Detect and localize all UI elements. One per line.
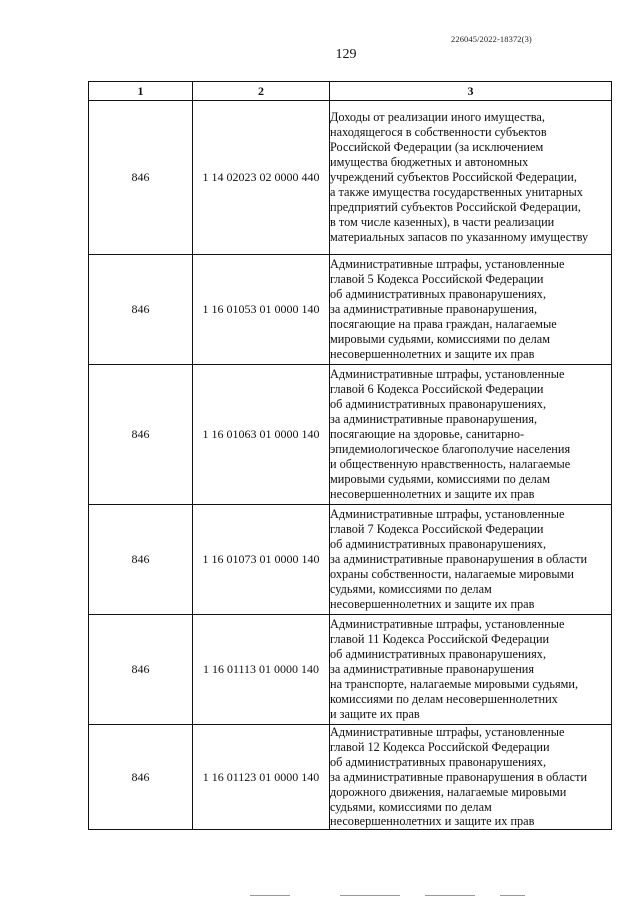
description-line: главой 5 Кодекса Российской Федерации xyxy=(330,272,544,287)
description-line: и защите их прав xyxy=(330,706,420,721)
administrator-code-cell: 846 xyxy=(89,365,193,505)
column-header-3: 3 xyxy=(330,82,612,101)
description-line: об административных правонарушениях, xyxy=(330,397,547,412)
description-line: за административные правонарушения xyxy=(330,662,535,677)
description-line: Административные штрафы, установленные xyxy=(330,725,565,739)
administrator-code-cell: 846 xyxy=(89,255,193,365)
table-row xyxy=(89,505,612,615)
budget-codes-table xyxy=(88,81,612,830)
budget-classification-code-cell: 1 16 01053 01 0000 140 xyxy=(193,255,330,365)
revenue-description-cell xyxy=(330,505,612,615)
table-row xyxy=(89,615,612,725)
description-line: Доходы от реализации иного имущества, xyxy=(330,110,545,125)
description-line: находящегося в собственности субъектов xyxy=(330,125,547,140)
description-line: об административных правонарушениях, xyxy=(330,754,547,769)
description-line: мировыми судьями, комиссиями по делам xyxy=(330,331,550,346)
table-body xyxy=(89,101,612,830)
description-line: Российской Федерации (за исключением xyxy=(330,140,544,155)
description-line: учреждений субъектов Российской Федерации, xyxy=(330,170,577,185)
description-line: об административных правонарушениях, xyxy=(330,537,547,552)
description-line: эпидемиологическое благополучие населения xyxy=(330,441,571,456)
description-line: посягающие на права граждан, налагаемые xyxy=(330,316,557,331)
budget-classification-code-cell: 1 16 01123 01 0000 140 xyxy=(193,725,330,830)
column-header-2: 2 xyxy=(193,82,330,101)
description-line: посягающие на здоровье, санитарно- xyxy=(330,427,525,442)
budget-classification-code-cell: 1 14 02023 02 0000 440 xyxy=(193,101,330,255)
budget-classification-code-cell: 1 16 01113 01 0000 140 xyxy=(193,615,330,725)
description-line: судьями, комиссиями по делам xyxy=(330,581,492,596)
description-line: главой 6 Кодекса Российской Федерации xyxy=(330,382,544,397)
column-header-1: 1 xyxy=(89,82,193,101)
page-number: 129 xyxy=(335,47,357,62)
description-line: несовершеннолетних и защите их прав xyxy=(330,486,535,501)
revenue-description-cell xyxy=(330,365,612,505)
description-line: охраны собственности, налагаемые мировыми xyxy=(330,566,574,581)
description-line: на транспорте, налагаемые мировыми судьями, xyxy=(330,676,579,691)
description-line: и общественную нравственность, налагаемые xyxy=(330,456,571,471)
description-line: комиссиями по делам несовершеннолетних xyxy=(330,691,558,706)
revenue-description-cell xyxy=(330,615,612,725)
description-line: в том числе казенных), в части реализации xyxy=(330,214,555,229)
document-number: 226045/2022-18372(3) xyxy=(451,34,532,44)
table-header-row xyxy=(89,82,612,101)
administrator-code-cell: 846 xyxy=(89,505,193,615)
administrator-code-cell: 846 xyxy=(89,725,193,830)
table-row xyxy=(89,725,612,830)
description-line: Административные штрафы, установленные xyxy=(330,257,565,272)
description-line: предприятий субъектов Российской Федерации, xyxy=(330,199,581,214)
description-line: судьями, комиссиями по делам xyxy=(330,799,492,814)
description-line: а также имущества государственных унитарных xyxy=(330,184,583,199)
description-line: несовершеннолетних и защите их прав xyxy=(330,596,535,611)
table-row xyxy=(89,101,612,255)
description-line: Административные штрафы, установленные xyxy=(330,617,565,632)
revenue-description-cell xyxy=(330,255,612,365)
description-line: главой 7 Кодекса Российской Федерации xyxy=(330,522,544,537)
description-line: Административные штрафы, установленные xyxy=(330,367,565,382)
description-line: имущества бюджетных и автономных xyxy=(330,155,529,170)
description-line: материальных запасов по указанному имуществу xyxy=(330,229,589,244)
description-line: за административные правонарушения в области xyxy=(330,552,588,567)
revenue-description-cell xyxy=(330,725,612,830)
budget-classification-code-cell: 1 16 01073 01 0000 140 xyxy=(193,505,330,615)
description-line: об административных правонарушениях, xyxy=(330,647,547,662)
table-row xyxy=(89,365,612,505)
scan-artifacts xyxy=(250,893,530,899)
description-line: об административных правонарушениях, xyxy=(330,287,547,302)
administrator-code-cell: 846 xyxy=(89,101,193,255)
description-line: главой 11 Кодекса Российской Федерации xyxy=(330,632,550,647)
description-line: за административные правонарушения, xyxy=(330,412,538,427)
description-line: главой 12 Кодекса Российской Федерации xyxy=(330,739,550,754)
budget-classification-code-cell: 1 16 01063 01 0000 140 xyxy=(193,365,330,505)
description-line: за административные правонарушения в области xyxy=(330,769,588,784)
revenue-description-cell xyxy=(330,101,612,255)
description-line: несовершеннолетних и защите их прав xyxy=(330,814,535,829)
description-line: дорожного движения, налагаемые мировыми xyxy=(330,784,567,799)
description-line: мировыми судьями, комиссиями по делам xyxy=(330,471,550,486)
table-row xyxy=(89,255,612,365)
administrator-code-cell: 846 xyxy=(89,615,193,725)
description-line: Административные штрафы, установленные xyxy=(330,507,565,522)
description-line: за административные правонарушения, xyxy=(330,302,538,317)
description-line: несовершеннолетних и защите их прав xyxy=(330,346,535,361)
